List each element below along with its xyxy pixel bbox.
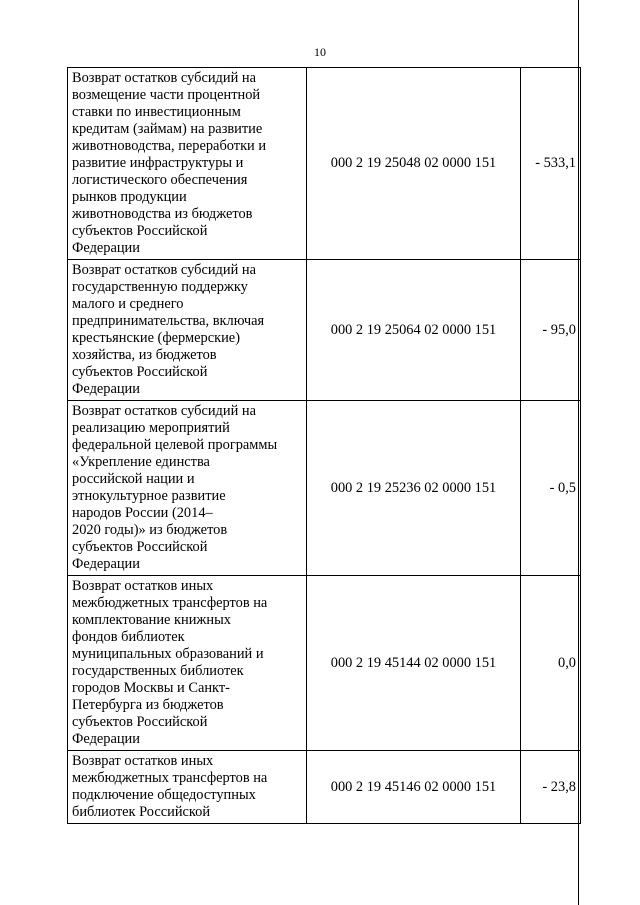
- row-code: 000 2 19 25064 02 0000 151: [307, 260, 521, 401]
- row-code: 000 2 19 25236 02 0000 151: [307, 401, 521, 576]
- row-amount: - 23,8: [521, 751, 581, 824]
- row-code: 000 2 19 45146 02 0000 151: [307, 751, 521, 824]
- row-description-cell: [68, 68, 307, 260]
- row-description: Возврат остатков иных межбюджетных трансфертов на подключение общедоступных библиотек Российской: [72, 753, 268, 820]
- table-row: [68, 68, 581, 260]
- row-amount: - 95,0: [521, 260, 581, 401]
- row-description-cell: [68, 401, 307, 576]
- row-description-cell: [68, 260, 307, 401]
- table-row: [68, 751, 581, 824]
- table-row: [68, 401, 581, 576]
- row-description: Возврат остатков субсидий на возмещение части процентной ставки по инвестиционным кредитам (займам) на развитие животноводства, переработки и развитие инфраструктуры и логистического обеспечения рынков продукции животноводства из бюджетов субъектов Российской Федерации: [72, 70, 267, 256]
- budget-table: [67, 67, 581, 824]
- table-row: [68, 260, 581, 401]
- row-amount: - 533,1: [521, 68, 581, 260]
- row-amount: 0,0: [521, 576, 581, 751]
- row-description-cell: [68, 576, 307, 751]
- margin-line: [578, 0, 579, 905]
- row-description: Возврат остатков иных межбюджетных трансфертов на комплектование книжных фондов библиотек муниципальных образований и государственных библиотек городов Москвы и Санкт- Петербурга из бюджетов субъектов Российской Федерации: [72, 578, 268, 747]
- row-code: 000 2 19 45144 02 0000 151: [307, 576, 521, 751]
- page-number: 10: [314, 45, 326, 59]
- row-description: Возврат остатков субсидий на государственную поддержку малого и среднего предпринимательства, включая крестьянские (фермерские) хозяйства, из бюджетов субъектов Российской Федерации: [72, 262, 265, 397]
- table-row: [68, 576, 581, 751]
- row-amount: - 0,5: [521, 401, 581, 576]
- row-code: 000 2 19 25048 02 0000 151: [307, 68, 521, 260]
- row-description: Возврат остатков субсидий на реализацию мероприятий федеральной целевой программы «Укрепление единства российской нации и этнокультурное развитие народов России (2014– 2020 годы)» из бюджетов субъектов Российской Федерации: [72, 403, 278, 572]
- row-description-cell: [68, 751, 307, 824]
